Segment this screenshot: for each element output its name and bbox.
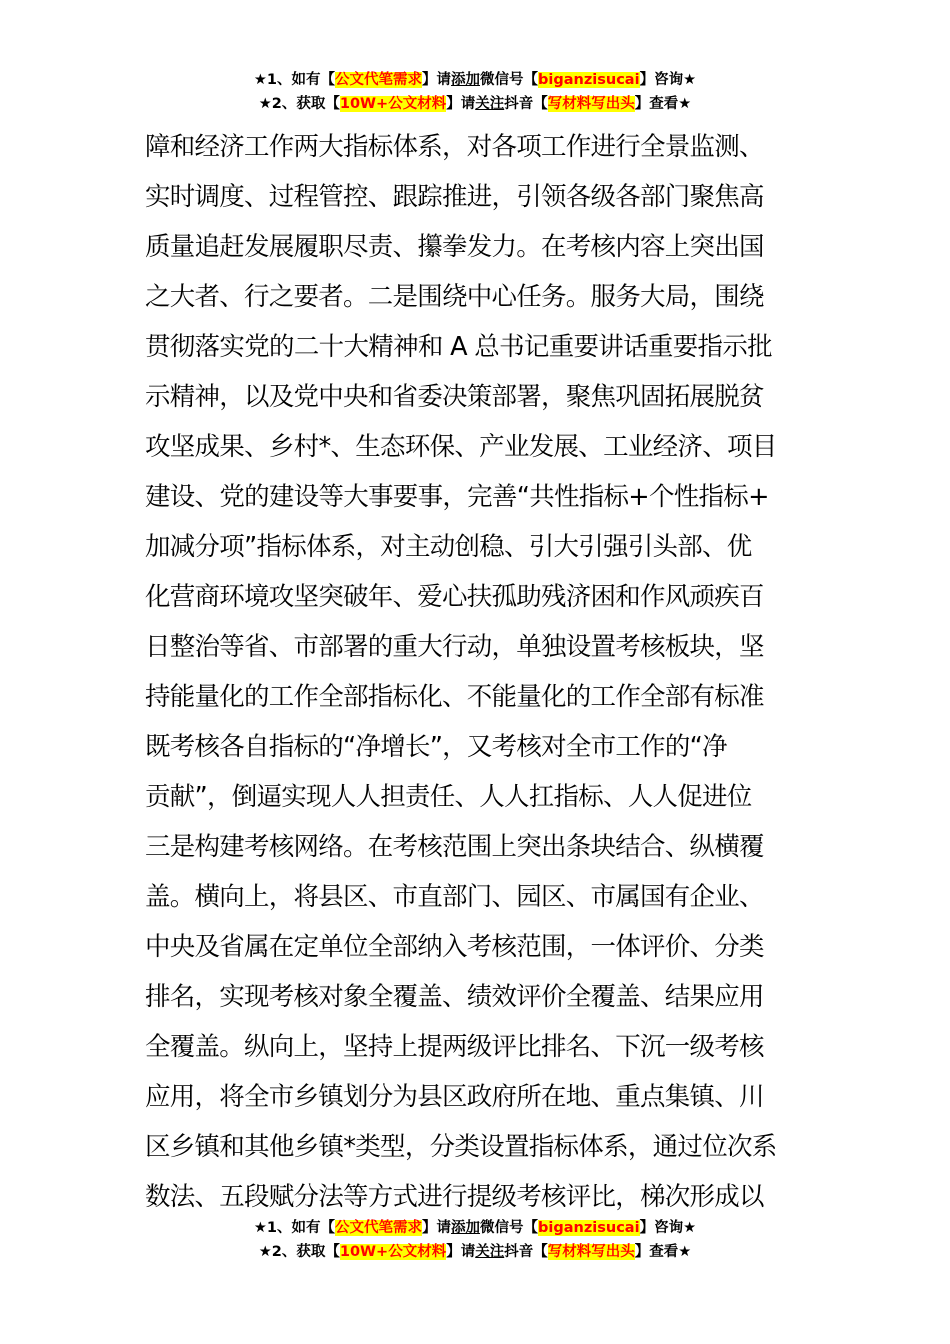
- body-text-line: 持能量化的工作全部指标化、不能量化的工作全部有标准: [145, 682, 764, 712]
- underlined-text: 添加: [451, 1220, 481, 1236]
- body-text-line: 化营商环境攻坚突破年、爱心扶孤助残济困和作风顽疾百: [145, 582, 764, 612]
- body-text-line: 应用，将全市乡镇划分为县区政府所在地、重点集镇、川: [145, 1082, 764, 1112]
- body-text-line: 示精神，以及党中央和省委决策部署，聚焦巩固拓展脱贫: [145, 382, 764, 412]
- banner-text: ★1、如有【: [253, 72, 336, 88]
- header-banner: [0, 68, 950, 116]
- banner-text: 微信号【: [480, 72, 539, 88]
- banner-line-1: [0, 1216, 950, 1240]
- body-text-line: 实时调度、过程管控、跟踪推进，引领各级各部门聚焦高: [145, 182, 764, 212]
- underlined-text: 关注: [475, 1244, 505, 1260]
- banner-line-2: [0, 1240, 950, 1264]
- banner-text: 微信号【: [480, 1220, 539, 1236]
- banner-text: ★2、获取【: [258, 1244, 340, 1260]
- body-text-line: 贯彻落实党的二十大精神和 A 总书记重要讲话重要指示批: [145, 332, 772, 362]
- underlined-text: 添加: [451, 72, 481, 88]
- body-text-line: 攻坚成果、乡村*、生态环保、产业发展、工业经济、项目: [145, 432, 777, 462]
- banner-text: 】请: [422, 1220, 452, 1236]
- body-text-line: 区乡镇和其他乡镇*类型，分类设置指标体系，通过位次系: [145, 1132, 777, 1162]
- highlight-douyin-id: 写材料写出头: [547, 96, 635, 112]
- banner-text: 抖音【: [504, 96, 548, 112]
- highlight-materials: 10W+公文材料: [339, 1244, 447, 1260]
- banner-text: 】咨询★: [639, 72, 697, 88]
- body-text-line: 中央及省属在定单位全部纳入考核范围，一体评价、分类: [145, 932, 764, 962]
- body-text-line: 既考核各自指标的“净增长”，又考核对全市工作的“净: [145, 732, 727, 762]
- body-text-line: 全覆盖。纵向上，坚持上提两级评比排名、下沉一级考核: [145, 1032, 764, 1062]
- banner-text: 】咨询★: [639, 1220, 697, 1236]
- body-text-line: 日整治等省、市部署的重大行动，单独设置考核板块，坚: [145, 632, 764, 662]
- highlight-wechat-id: biganzisucai: [538, 72, 640, 88]
- highlight-materials: 10W+公文材料: [339, 96, 447, 112]
- body-text-line: 贡献”，倒逼实现人人担责任、人人扛指标、人人促进位: [145, 782, 752, 812]
- banner-text: 】查看★: [634, 96, 692, 112]
- body-text-line: 质量追赶发展履职尽责、攥拳发力。在考核内容上突出国: [145, 232, 764, 262]
- banner-text: 】请: [422, 72, 452, 88]
- highlight-wechat-id: biganzisucai: [538, 1220, 640, 1236]
- document-body: [145, 122, 825, 1222]
- banner-text: ★1、如有【: [253, 1220, 336, 1236]
- highlight-ghostwriting: 公文代笔需求: [335, 72, 423, 88]
- banner-text: 抖音【: [504, 1244, 548, 1260]
- banner-text: ★2、获取【: [258, 96, 340, 112]
- body-text-line: 数法、五段赋分法等方式进行提级考核评比，梯次形成以: [145, 1182, 764, 1212]
- banner-text: 】查看★: [634, 1244, 692, 1260]
- body-text-line: 盖。横向上，将县区、市直部门、园区、市属国有企业、: [145, 882, 764, 912]
- body-text-line: 建设、党的建设等大事要事，完善“共性指标+个性指标+: [145, 482, 769, 512]
- banner-text: 】请: [446, 96, 476, 112]
- banner-line-2: [0, 92, 950, 116]
- highlight-ghostwriting: 公文代笔需求: [335, 1220, 423, 1236]
- body-text-line: 三是构建考核网络。在考核范围上突出条块结合、纵横覆: [145, 832, 764, 862]
- underlined-text: 关注: [475, 96, 505, 112]
- body-text-line: 之大者、行之要者。二是围绕中心任务。服务大局，围绕: [145, 282, 764, 312]
- banner-line-1: [0, 68, 950, 92]
- banner-text: 】请: [446, 1244, 476, 1260]
- body-text-line: 障和经济工作两大指标体系，对各项工作进行全景监测、: [145, 132, 764, 162]
- body-text-line: 加减分项”指标体系，对主动创稳、引大引强引头部、优: [145, 532, 752, 562]
- body-text-line: 排名，实现考核对象全覆盖、绩效评价全覆盖、结果应用: [145, 982, 764, 1012]
- footer-banner: [0, 1216, 950, 1264]
- highlight-douyin-id: 写材料写出头: [547, 1244, 635, 1260]
